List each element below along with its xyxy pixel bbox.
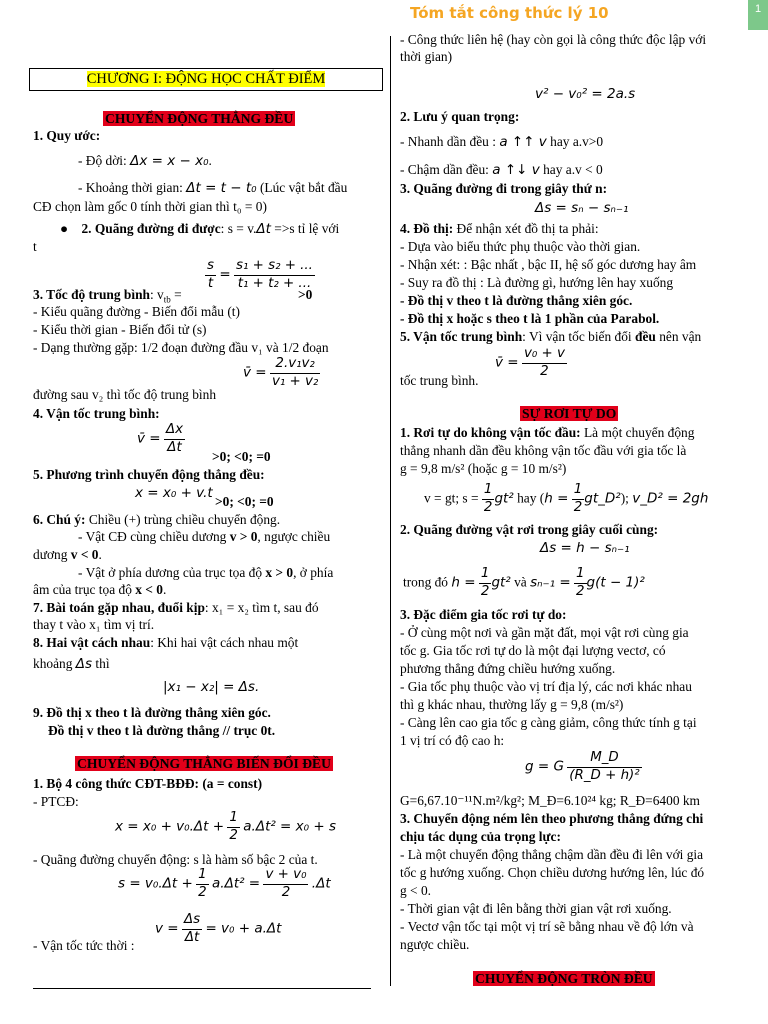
text-line: 7. Bài toán gặp nhau, đuổi kịp: x₁ = x₂ tìm t, sau đó [33, 600, 319, 615]
formula-velocity: v = $\frac{\Delta s}{\Delta t}$ = v₀ + a.Δt [155, 912, 282, 945]
formula-avg-velocity-accel: v̄ = $\frac{\text{v₀ + v}}{2}$ [495, 346, 565, 379]
text-line: 5. Phương trình chuyển động thẳng đều: [33, 467, 265, 482]
text-line: 3. Tốc độ trung bình: $v_{tb}$ = [33, 287, 182, 305]
formula-avg-speed-halves: v̄ = $\frac{\text{2.v₁v₂}}{\text{v₁ + v₂}}$ [243, 356, 319, 389]
text-line: - Ở cùng một nơi và gần mặt đất, mọi vật rơi cùng gia [400, 625, 689, 640]
text-line: >0; <0; =0 [212, 449, 271, 464]
text-line: >0 [298, 287, 313, 302]
bottom-rule [33, 988, 371, 989]
text-line: chịu tác dụng của trọng lực: [400, 829, 561, 844]
formula-h-definition: trong đó h = $\frac{1}{2}$ gt² và sₙ₋₁ = $\frac{1}{2}$ g(t − 1)² [403, 566, 645, 599]
column-divider [390, 36, 391, 986]
formula-independent: v² − v₀² = 2a.s [535, 86, 636, 102]
text-line: - Vận tốc tức thời : [33, 938, 135, 953]
text-line: 3. Quãng đường đi trong giây thứ n: [400, 181, 608, 196]
text-line: 8. Hai vật cách nhau: Khi hai vật cách nhau một [33, 635, 299, 650]
text-line: - Nhanh dần đều : a ↑↑ v hay a.v>0 [400, 134, 604, 150]
text-line: - Gia tốc phụ thuộc vào vị trí địa lý, các nơi khác nhau [400, 679, 692, 694]
formula-motion-eq: x = x₀ + v.t [135, 485, 213, 501]
text-line: - Chậm dần đều: a ↑↓ v hay a.v < 0 [400, 162, 603, 178]
text-line: - Là một chuyển động thẳng chậm dần đều đi lên với gia [400, 847, 704, 862]
text-line: tốc trung bình. [400, 373, 479, 388]
formula-gravity: g = G $\frac{M\_D}{\text{(R\_D + h)²}}$ [525, 750, 640, 783]
formula-nth-second: Δs = sₙ − sₙ₋₁ [535, 200, 629, 216]
text-line: - Đồ thị v theo t là đường thẳng xiên góc. [400, 293, 633, 308]
section-heading-circular: CHUYỂN ĐỘNG TRÒN ĐỀU [475, 971, 653, 986]
text-line: 3. Chuyển động ném lên theo phương thẳng đứng chi [400, 811, 704, 826]
text-line: - Khoảng thời gian: Δt = t − t₀ (Lúc vật bắt đầu [78, 180, 348, 196]
formula-avg-speed: $\frac{s}{t}$ = $\frac{\text{s₁ + s₂ + ...}}{\text{t₁ + t₂ + ...}}$ [207, 258, 313, 291]
text-line: - Công thức liên hệ (hay còn gọi là công thức độc lập với [400, 32, 707, 47]
text-line: - Kiểu thời gian - Biến đổi tử (s) [33, 322, 207, 337]
text-line: tốc g hướng xuống. Chọn chiều dương hướng lên, lúc đó [400, 865, 705, 880]
text-line: - Càng lên cao gia tốc g càng giảm, công thức tính g tại [400, 715, 697, 730]
page-title: Tóm tắt công thức lý 10 [410, 4, 609, 22]
section-heading-uniform: CHUYỂN ĐỘNG THẲNG ĐỀU [105, 111, 294, 126]
text-line: 9. Đồ thị x theo t là đường thẳng xiên góc. [33, 705, 271, 720]
text-line: 1 vị trí có độ cao h: [400, 733, 505, 748]
text-line: thì g khác nhau, thường lấy g = 9,8 (m/s²) [400, 697, 624, 712]
text-line: - Vật CĐ cùng chiều dương v > 0, ngược chiều [78, 529, 331, 544]
text-line: >0; <0; =0 [215, 494, 274, 509]
text-line: Đồ thị v theo t là đường thẳng // trục 0t. [48, 723, 276, 738]
text-line: dương v < 0. [33, 547, 102, 562]
text-line: thẳng nhanh dần đều không vận tốc đầu với gia tốc là [400, 443, 687, 458]
page-number-badge: 1 [748, 0, 768, 30]
text-line: - Quãng đường chuyển động: s là hàm số bậc 2 của t. [33, 852, 318, 867]
text-line: 6. Chú ý: Chiều (+) trùng chiều chuyển động. [33, 512, 281, 527]
text-line: - PTCĐ: [33, 794, 79, 809]
formula-position: x = x₀ + v₀.Δt + $\frac{1}{2}$ a.Δt² = x₀ + s [115, 810, 336, 843]
text-line: t [33, 239, 37, 254]
text-line: - Vectơ vận tốc tại một vị trí sẽ bằng nhau về độ lớn và [400, 919, 694, 934]
text-line: - Dựa vào biểu thức phụ thuộc vào thời gian. [400, 239, 641, 254]
text-line: phương thẳng đứng chiều hướng xuống. [400, 661, 616, 676]
text-line: ngược chiều. [400, 937, 470, 952]
formula-freefall: v = gt; s = $\frac{1}{2}$ gt² hay (h = $\frac{1}{2}$ gt_D²); v_D² = 2gh [424, 482, 709, 515]
text-line: ● 2. Quãng đường đi được: s = v.Δt =>s tỉ lệ với [60, 221, 340, 237]
text-line: 3. Đặc điểm gia tốc rơi tự do: [400, 607, 567, 622]
text-line: - Suy ra đồ thị : Là đường gì, hướng lên hay xuống [400, 275, 674, 290]
text-line: - Dạng thường gặp: 1/2 đoạn đường đầu v₁ và 1/2 đoạn [33, 340, 329, 355]
text-line: - Vật ở phía dương của trục tọa độ x > 0, ở phía [78, 565, 334, 580]
text-line: 2. Lưu ý quan trọng: [400, 109, 520, 124]
formula-avg-velocity: v̄ = $\frac{\Delta x}{\Delta t}$ [137, 422, 184, 455]
text-line: g < 0. [400, 883, 431, 898]
formula-distance: |x₁ − x₂| = Δs. [163, 679, 260, 695]
text-line: 1. Rơi tự do không vận tốc đầu: Là một chuyển động [400, 425, 695, 440]
text-line: G=6,67.10⁻¹¹N.m²/kg²; M_Đ=6.10²⁴ kg; R_Đ=6400 km [400, 793, 700, 808]
text-line: thời gian) [400, 49, 453, 64]
text-line: - Độ dời: Δx = x − x₀. [78, 153, 212, 169]
chapter-title-text: CHƯƠNG I: ĐỘNG HỌC CHẤT ĐIỂM [86, 71, 326, 87]
text-line: - Kiểu quãng đường - Biến đổi mẫu (t) [33, 304, 240, 319]
text-line: 2. Quãng đường vật rơi trong giây cuối cùng: [400, 522, 659, 537]
text-line: 1. Bộ 4 công thức CĐT-BĐĐ: (a = const) [33, 776, 263, 791]
text-line: thay t vào x₁ tìm vị trí. [33, 617, 155, 632]
text-line: - Đồ thị x hoặc s theo t là 1 phần của Parabol. [400, 311, 660, 326]
formula-last-second: Δs = h − sₙ₋₁ [540, 540, 630, 556]
text-line: khoảng Δs thì [33, 656, 110, 672]
text-line: 1. Quy ước: [33, 128, 101, 143]
text-line: đường sau v₂ thì tốc độ trung bình [33, 387, 217, 402]
formula-distance-s: s = v₀.Δt + $\frac{1}{2}$ a.Δt² = $\frac{\text{v + v₀}}{2}$ .Δt [118, 867, 331, 900]
text-line: tốc g. Gia tốc rơi tự do là một đại lượng vectơ, có [400, 643, 666, 658]
text-line: 5. Vận tốc trung bình: Vì vận tốc biến đổi đều nên vận [400, 329, 702, 344]
text-line: g = 9,8 m/s² (hoặc g = 10 m/s²) [400, 461, 567, 476]
text-line: - Nhận xét: : Bậc nhất , bậc II, hệ số góc dương hay âm [400, 257, 697, 272]
text-line: âm của trục tọa độ x < 0. [33, 582, 167, 597]
chapter-title [29, 68, 383, 91]
text-line: CĐ chọn làm gốc 0 tính thời gian thì t₀ = 0) [33, 199, 267, 214]
section-heading-freefall: SỰ RƠI TỰ DO [522, 406, 617, 421]
section-heading-accel: CHUYỂN ĐỘNG THẲNG BIẾN ĐỔI ĐỀU [77, 756, 331, 771]
text-line: 4. Đồ thị: Để nhận xét đồ thị ta phải: [400, 221, 599, 236]
text-line: - Thời gian vật đi lên bằng thời gian vật rơi xuống. [400, 901, 672, 916]
text-line: 4. Vận tốc trung bình: [33, 406, 160, 421]
